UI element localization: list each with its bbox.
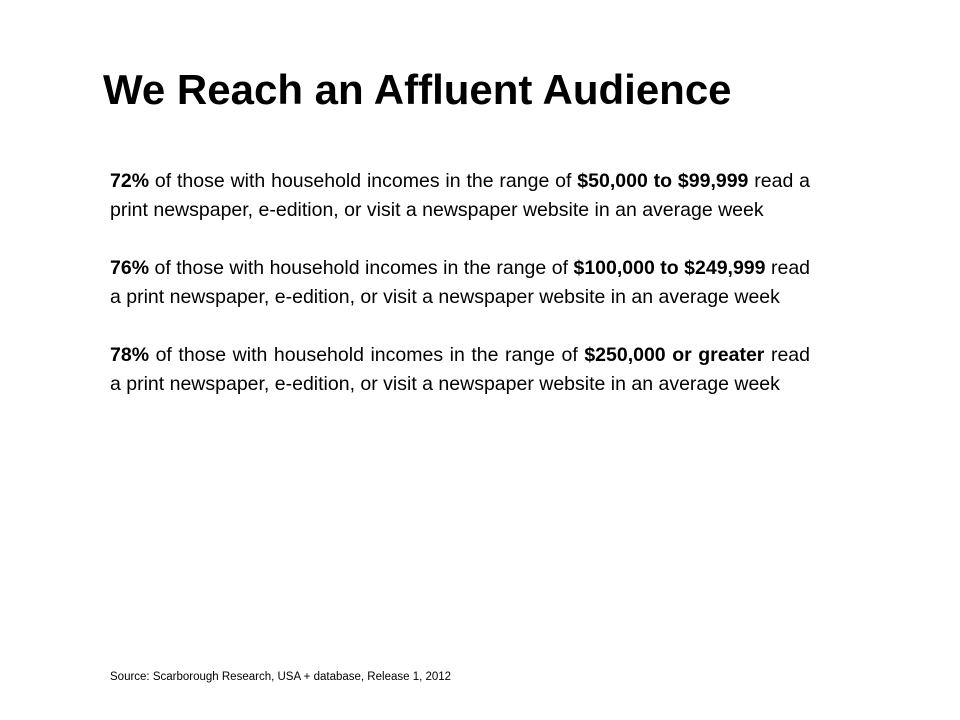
source-note: Source: Scarborough Research, USA + database, Release 1, 2012 (110, 671, 452, 683)
stat-tail: read a print newspaper, e-edition, or visit a newspaper website in an average week (110, 257, 811, 308)
stat-income-range: $250,000 or greater (584, 344, 765, 366)
stat-tail: read a print newspaper, e-edition, or visit a newspaper website in an average week (110, 170, 810, 221)
stat-lead: of those with household incomes in the range of (149, 257, 574, 279)
stat-income-range: $100,000 to $249,999 (573, 257, 766, 279)
stat-lead: of those with household incomes in the range of (149, 170, 578, 192)
stats-body (110, 167, 810, 428)
stat-tail: read a print newspaper, e-edition, or visit a newspaper website in an average week (110, 344, 810, 395)
stat-percent: 72% (110, 170, 150, 192)
slide-title: We Reach an Affluent Audience (103, 66, 732, 113)
stat-income-range: $50,000 to $99,999 (577, 170, 749, 192)
stat-paragraph-100k-249k (110, 254, 810, 312)
stat-paragraph-250k-plus (110, 341, 810, 399)
stat-paragraph-50k-99k (110, 167, 810, 225)
stat-lead: of those with household incomes in the range of (149, 344, 585, 366)
stat-percent: 78% (110, 344, 150, 366)
stat-percent: 76% (110, 257, 150, 279)
